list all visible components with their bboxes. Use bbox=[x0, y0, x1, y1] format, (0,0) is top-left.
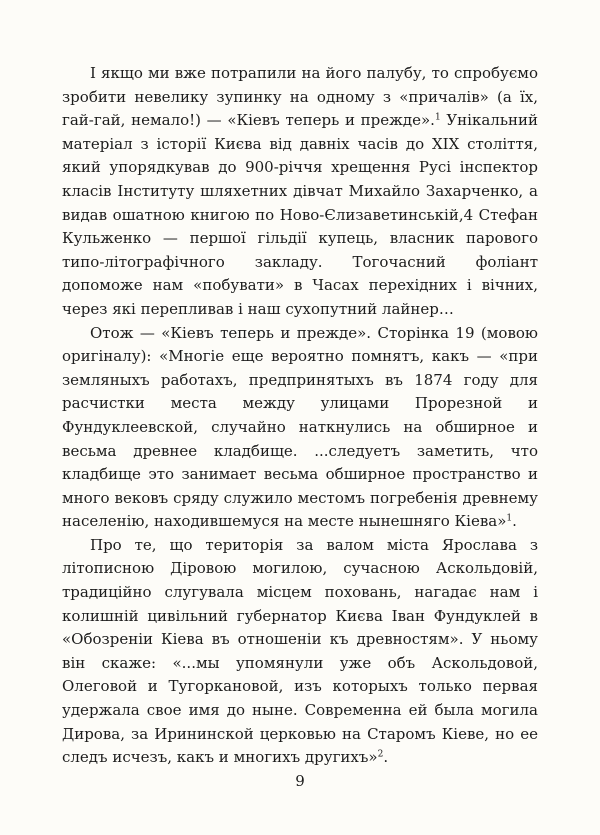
paragraph-3-end: . bbox=[383, 748, 389, 767]
body-text bbox=[62, 62, 538, 770]
paragraph-2 bbox=[62, 322, 538, 534]
footnote-ref-1b: 1 bbox=[506, 513, 513, 524]
footnote-ref-2: 2 bbox=[377, 749, 384, 760]
paragraph-1-text: І якщо ми вже потрапили на його палубу, то спробуємо зробити невелику зупинку на одному з «причалів» (а їх, гай-гай, немало!) — «Кіевъ теперь и прежде». bbox=[62, 64, 538, 130]
footnote-ref-1: 1 bbox=[434, 112, 441, 123]
paragraph-3 bbox=[62, 534, 538, 770]
paragraph-2-text: Отож — «Кіевъ теперь и прежде». Сторінка 19 (мовою оригіналу): «Многіе еще вероятно помнятъ, какъ — «при земляныхъ работахъ, предпринятыхъ въ 1874 году для расчистки места между улицами Прорезной и Фундуклеевской, случайно наткнулись на обширное и весьма древнее кладбище. ...следуетъ заметить, что кладбище это занимает весьма обширное пространство и много вековъ сряду служило местомъ погребенія древнему населенію, находившемуся на месте нынешняго Кіева» bbox=[62, 323, 538, 531]
paragraph-1-continuation: Унікальний матеріал з історії Києва від давніх часів до XIX століття, який упорядкував до 900-річчя хрещення Русі інспектор класів Інституту шляхетних дівчат Михайло Захарченко, а видав ошатною книгою по Ново-Єлизаветинській,4 Стефан Кульженко — першої гільдії купець, власник парового типо-літографічного закладу. Тогочасний фоліант допоможе нам «побувати» в Часах перехідних і вічних, через які перепливав і наш сухопутний лайнер… bbox=[62, 111, 538, 318]
paragraph-3-text: Про те, що територія за валом міста Ярослава з літописною Діровою могилою, сучасною Аскольдовій, традиційно слугувала місцем поховань, нагадає нам і колишній цивільний губернатор Києва Іван Фундуклей в «Обозреніи Кіева въ отношеніи къ древностям». У ньому він скаже: «...мы упомянули уже объ Аскольдовой, Олеговой и Тугоркановой, изъ которыхъ только первая удержала свое имя до ныне. Современна ей была могила Дирова, за Ирининской церковью на Старомъ Кіеве, но ее следъ исчезъ, какъ и многихъ другихъ» bbox=[62, 535, 538, 767]
page-number: 9 bbox=[295, 772, 305, 790]
paragraph-2-end: . bbox=[512, 512, 517, 531]
paragraph-1 bbox=[62, 62, 538, 322]
